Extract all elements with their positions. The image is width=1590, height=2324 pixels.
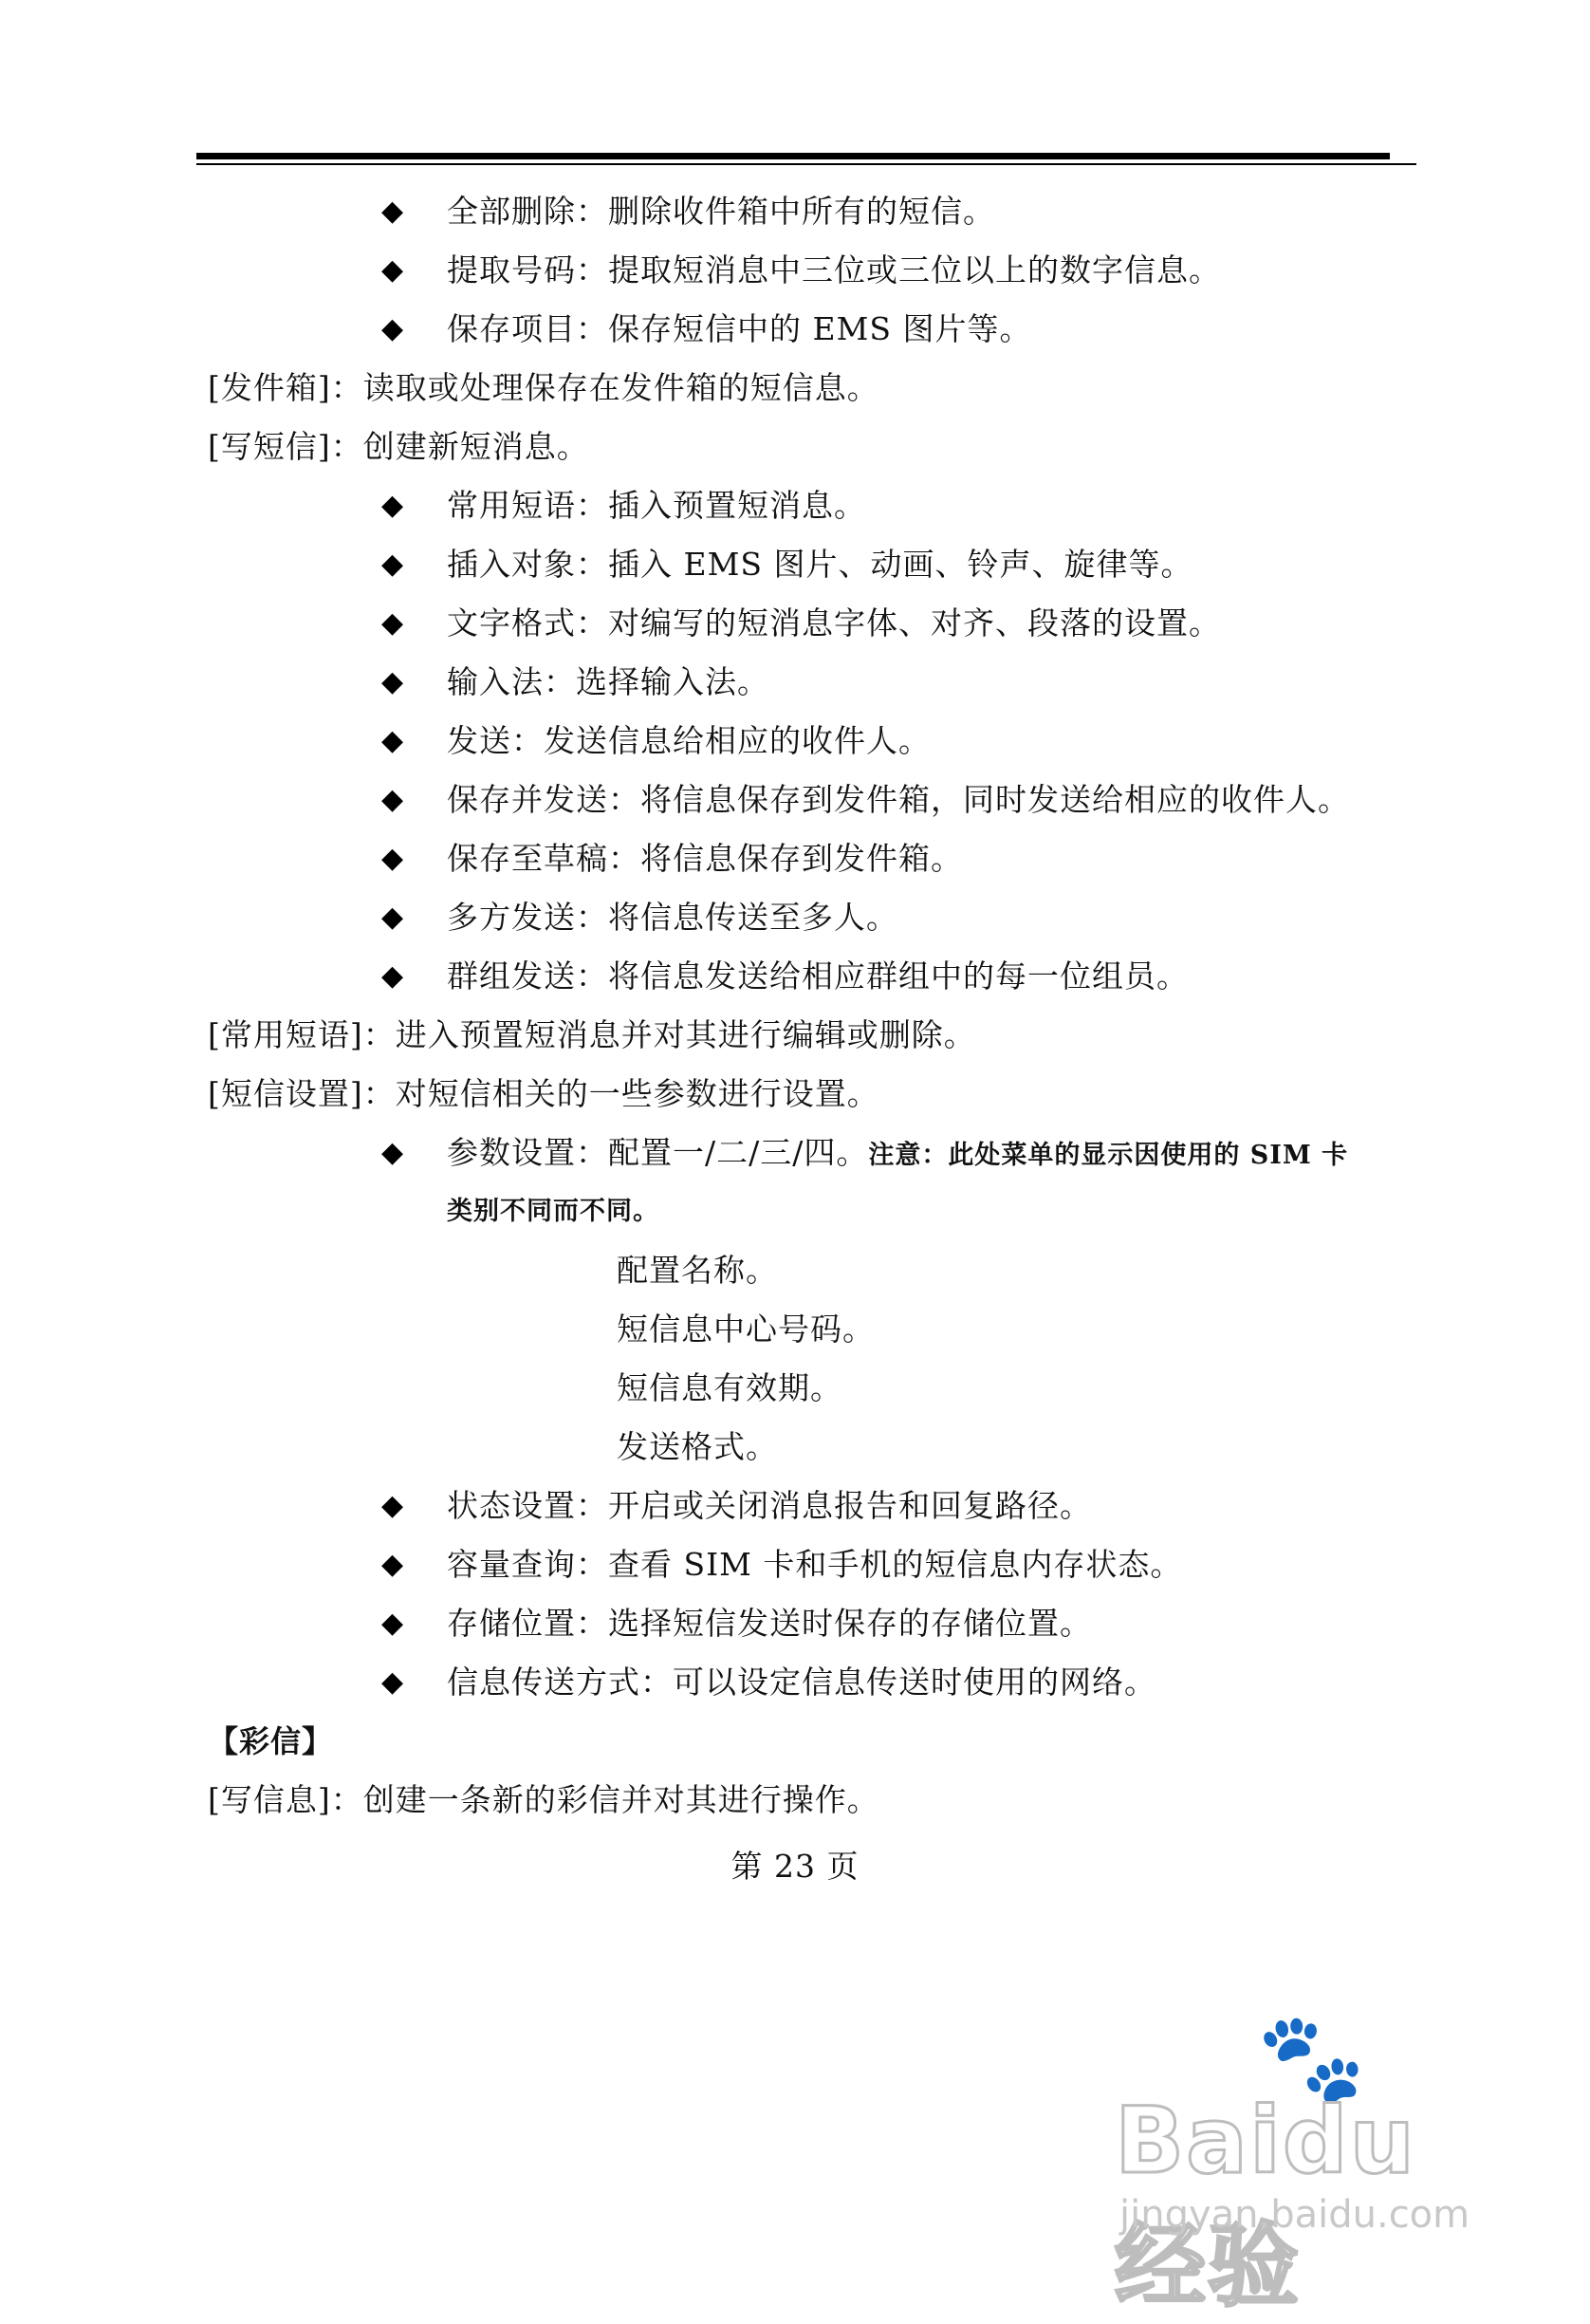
diamond-bullet-icon: ◆: [381, 312, 405, 345]
param-sub-item: 短信息中心号码。: [617, 1311, 875, 1348]
bullet-text: 输入法：选择输入法。: [447, 663, 769, 700]
diamond-bullet-icon: ◆: [381, 665, 405, 698]
param-text: 参数设置：配置一/二/三/四。: [447, 1134, 869, 1171]
bullet-text: 容量查询：查看 SIM 卡和手机的短信息内存状态。: [447, 1546, 1183, 1583]
bullet-text: 插入对象：插入 EMS 图片、动画、铃声、旋律等。: [447, 546, 1193, 583]
diamond-bullet-icon: ◆: [381, 1607, 405, 1640]
header-rule-thin: [196, 163, 1416, 165]
paw-icon: 🐾: [1257, 2007, 1366, 2109]
param-note: 注意：此处菜单的显示因使用的 SIM 卡: [868, 1141, 1349, 1170]
diamond-bullet-icon: ◆: [381, 901, 405, 934]
mms-write-paragraph: [写信息]：创建一条新的彩信并对其进行操作。: [208, 1781, 879, 1818]
baidu-watermark: [1115, 2007, 1494, 2319]
diamond-bullet-icon: ◆: [381, 1548, 405, 1581]
diamond-bullet-icon: ◆: [381, 195, 405, 228]
diamond-bullet-icon: ◆: [381, 1489, 405, 1522]
diamond-bullet-icon: ◆: [381, 724, 405, 757]
param-line: [447, 1134, 1348, 1175]
outbox-paragraph: [发件箱]：读取或处理保存在发件箱的短信息。: [208, 369, 879, 406]
diamond-bullet-icon: ◆: [381, 1665, 405, 1699]
phrases-paragraph: [常用短语]：进入预置短消息并对其进行编辑或删除。: [208, 1016, 976, 1053]
diamond-bullet-icon: ◆: [381, 842, 405, 875]
bullet-text: 状态设置：开启或关闭消息报告和回复路径。: [447, 1487, 1092, 1524]
param-sub-item: 发送格式。: [617, 1428, 778, 1465]
bullet-text: 保存并发送：将信息保存到发件箱，同时发送给相应的收件人。: [447, 781, 1350, 818]
diamond-bullet-icon: ◆: [381, 959, 405, 993]
bullet-text: 保存至草稿：将信息保存到发件箱。: [447, 840, 963, 877]
bullet-text: 信息传送方式：可以设定信息传送时使用的网络。: [447, 1664, 1156, 1701]
diamond-bullet-icon: ◆: [381, 606, 405, 640]
sms-settings-paragraph: [短信设置]：对短信相关的一些参数进行设置。: [208, 1075, 879, 1112]
header-rule-thick: [196, 153, 1390, 159]
bullet-text: 发送：发送信息给相应的收件人。: [447, 722, 931, 759]
param-note-continuation: 类别不同而不同。: [447, 1197, 659, 1226]
page-number: 第 23 页: [730, 1848, 860, 1885]
watermark-logo: Baidu经验: [1115, 2088, 1416, 2319]
diamond-bullet-icon: ◆: [381, 253, 405, 287]
diamond-bullet-icon: ◆: [381, 783, 405, 816]
bullet-text: 存储位置：选择短信发送时保存的存储位置。: [447, 1605, 1092, 1642]
diamond-bullet-icon: ◆: [381, 1136, 405, 1169]
bullet-text: 文字格式：对编写的短消息字体、对齐、段落的设置。: [447, 604, 1221, 641]
bullet-text: 多方发送：将信息传送至多人。: [447, 899, 898, 936]
param-sub-item: 配置名称。: [617, 1252, 778, 1289]
bullet-text: 提取号码：提取短消息中三位或三位以上的数字信息。: [447, 251, 1221, 288]
mms-heading: 【彩信】: [208, 1723, 334, 1759]
bullet-text: 保存项目：保存短信中的 EMS 图片等。: [447, 310, 1032, 347]
watermark-url: jingyan.baidu.com: [1119, 2193, 1470, 2237]
param-sub-item: 短信息有效期。: [617, 1369, 842, 1406]
bullet-text: 常用短语：插入预置短消息。: [447, 487, 866, 524]
diamond-bullet-icon: ◆: [381, 548, 405, 581]
bullet-text: 群组发送：将信息发送给相应群组中的每一位组员。: [447, 957, 1189, 995]
compose-paragraph: [写短信]：创建新短消息。: [208, 428, 589, 465]
bullet-text: 全部删除：删除收件箱中所有的短信。: [447, 193, 995, 230]
diamond-bullet-icon: ◆: [381, 489, 405, 522]
